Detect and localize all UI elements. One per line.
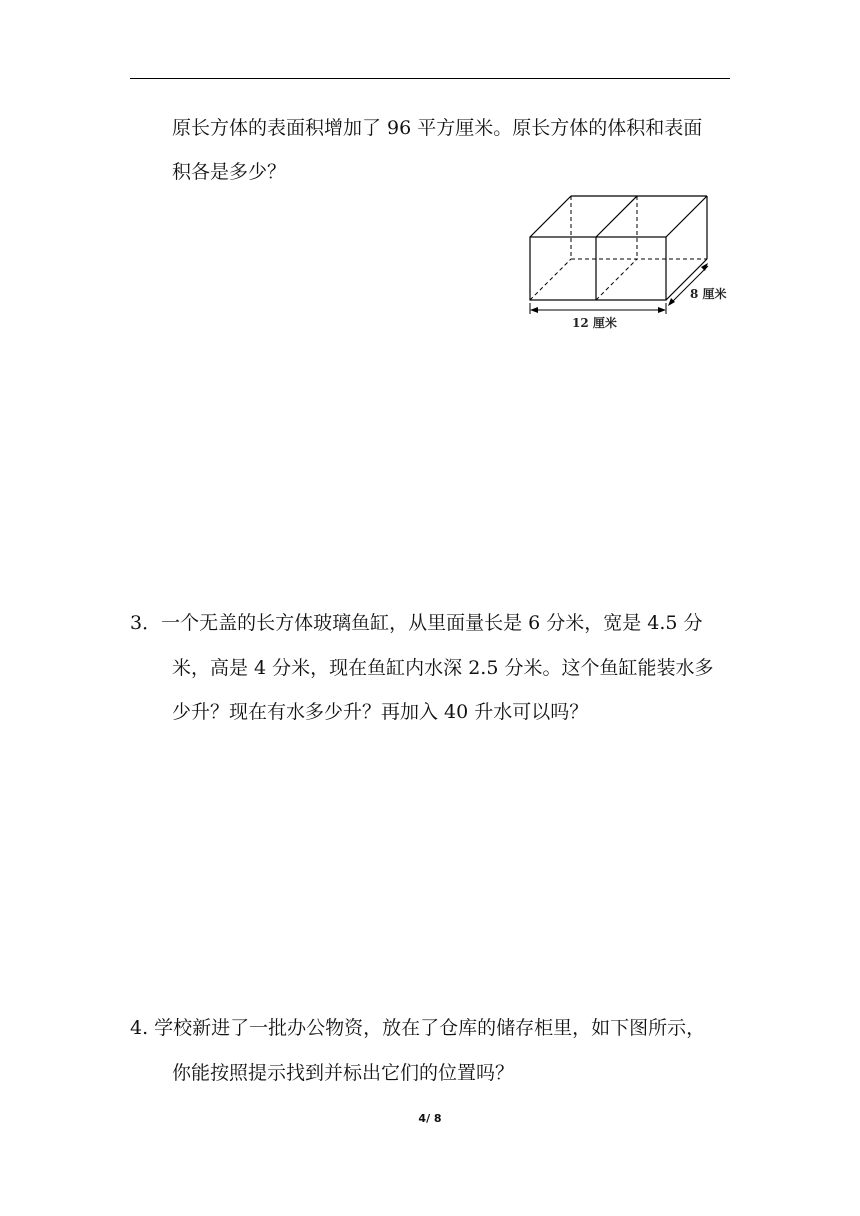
problem3-line3: 少升？现在有水多少升？再加入 40 升水可以吗？ (172, 701, 589, 723)
header-rule (130, 78, 730, 79)
problem4-line1: 4. 学校新进了一批办公物资，放在了仓库的储存柜里，如下图所示， (130, 1017, 706, 1039)
problem2-line1: 原长方体的表面积增加了 96 平方厘米。原长方体的体积和表面 (172, 117, 703, 139)
page-number: 4/ 8 (418, 1112, 442, 1125)
problem3-line2: 米，高是 4 分米，现在鱼缸内水深 2.5 分米。这个鱼缸能装水多 (172, 657, 714, 679)
problem4-line2: 你能按照提示找到并标出它们的位置吗？ (172, 1062, 515, 1084)
front-face (530, 237, 666, 300)
length-label: 12 厘米 (572, 316, 617, 330)
cuboid-figure (524, 190, 739, 340)
problem3-line1: 3．一个无盖的长方体玻璃鱼缸，从里面量长是 6 分米，宽是 4.5 分 (130, 612, 703, 634)
width-label: 8 厘米 (690, 287, 727, 301)
problem2-line2: 积各是多少？ (172, 161, 287, 183)
